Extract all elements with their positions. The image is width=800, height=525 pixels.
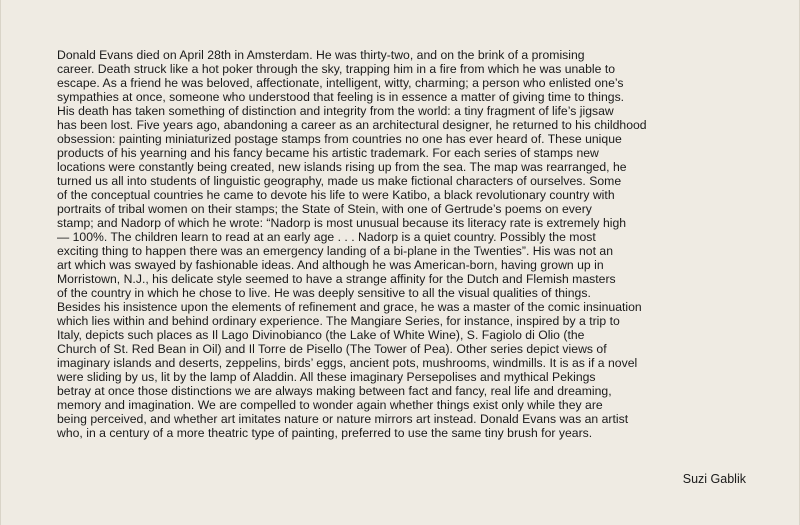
text-line-26: memory and imagination. We are compelled to wonder again whether things exist only while they are: [57, 398, 603, 412]
text-line-5: His death has taken something of distinction and integrity from the world: a tiny fragment of life’s jigsaw: [57, 104, 614, 118]
text-line-1: Donald Evans died on April 28th in Amsterdam. He was thirty-two, and on the brink of a promising: [57, 48, 585, 62]
text-line-7: obsession: painting miniaturized postage stamps from countries no one has ever heard of. These unique: [57, 132, 622, 146]
text-line-9: locations were constantly being created, new islands rising up from the sea. The map was rearranged, he: [57, 160, 627, 174]
text-line-4: sympathies at once, someone who understood that feeling is in essence a matter of giving time to things.: [57, 90, 625, 104]
text-line-10: turned us all into students of linguistic geography, made us make fictional characters of ourselves. Some: [57, 174, 622, 188]
text-line-15: exciting thing to happen there was an emergency landing of a bi-plane in the Twenties”. His was not an: [57, 244, 614, 258]
text-line-17: Morristown, N.J., his delicate style seemed to have a strange affinity for the Dutch and Flemish masters: [57, 272, 616, 286]
text-line-2: career. Death struck like a hot poker through the sky, trapping him in a fire from which he was unable to: [57, 62, 616, 76]
text-line-27: being perceived, and whether art imitates nature or nature mirrors art instead. Donald Evans was an artist: [57, 412, 629, 426]
text-line-22: Church of St. Red Bean in Oil) and Il Torre de Pisello (The Tower of Pea). Other series depict views of: [57, 342, 607, 356]
text-line-19: Besides his insistence upon the elements of refinement and grace, he was a master of the comic insinuation: [57, 300, 642, 314]
memorial-text: [57, 48, 751, 440]
text-line-14: — 100%. The children learn to read at an early age . . . Nadorp is a quiet country. Possibly the most: [57, 230, 596, 244]
text-line-11: of the conceptual countries he came to devote his life to were Katibo, a black revolutionary country with: [57, 188, 615, 202]
text-line-20: which lies within and behind ordinary experience. The Mangiare Series, for instance, inspired by a trip to: [57, 314, 620, 328]
text-line-24: were sliding by us, lit by the lamp of Aladdin. All these imaginary Persepolises and mythical Pekings: [57, 370, 596, 384]
text-line-12: portraits of tribal women on their stamps; the State of Stein, with one of Gertrude’s poems on every: [57, 202, 592, 216]
text-line-21: Italy, depicts such places as Il Lago Divinobianco (the Lake of White Wine), S. Fagiolo di Olio (the: [57, 328, 585, 342]
text-line-18: of the country in which he chose to live. He was deeply sensitive to all the visual qualities of things.: [57, 286, 591, 300]
author-signature: Suzi Gablik: [682, 472, 746, 486]
text-line-23: imaginary islands and deserts, zeppelins, birds’ eggs, ancient pots, mushrooms, windmills. It is as if a novel: [57, 356, 638, 370]
text-line-28: who, in a century of a more theatric type of painting, preferred to use the same tiny brush for years.: [57, 426, 593, 440]
text-line-25: betray at once those distinctions we are always making between fact and fancy, real life and dreaming,: [57, 384, 612, 398]
text-line-16: art which was swayed by fashionable ideas. And although he was American-born, having grown up in: [57, 258, 604, 272]
text-line-13: stamp; and Nadorp of which he wrote: “Nadorp is most unusual because its literacy rate is extremely high: [57, 216, 627, 230]
text-line-8: products of his yearning and his fancy became his artistic trademark. For each series of stamps new: [57, 146, 599, 160]
text-line-3: escape. As a friend he was beloved, affectionate, intelligent, witty, charming; a person who enlisted one’s: [57, 76, 624, 90]
text-line-6: has been lost. Five years ago, abandoning a career as an architectural designer, he returned to his childhood: [57, 118, 647, 132]
